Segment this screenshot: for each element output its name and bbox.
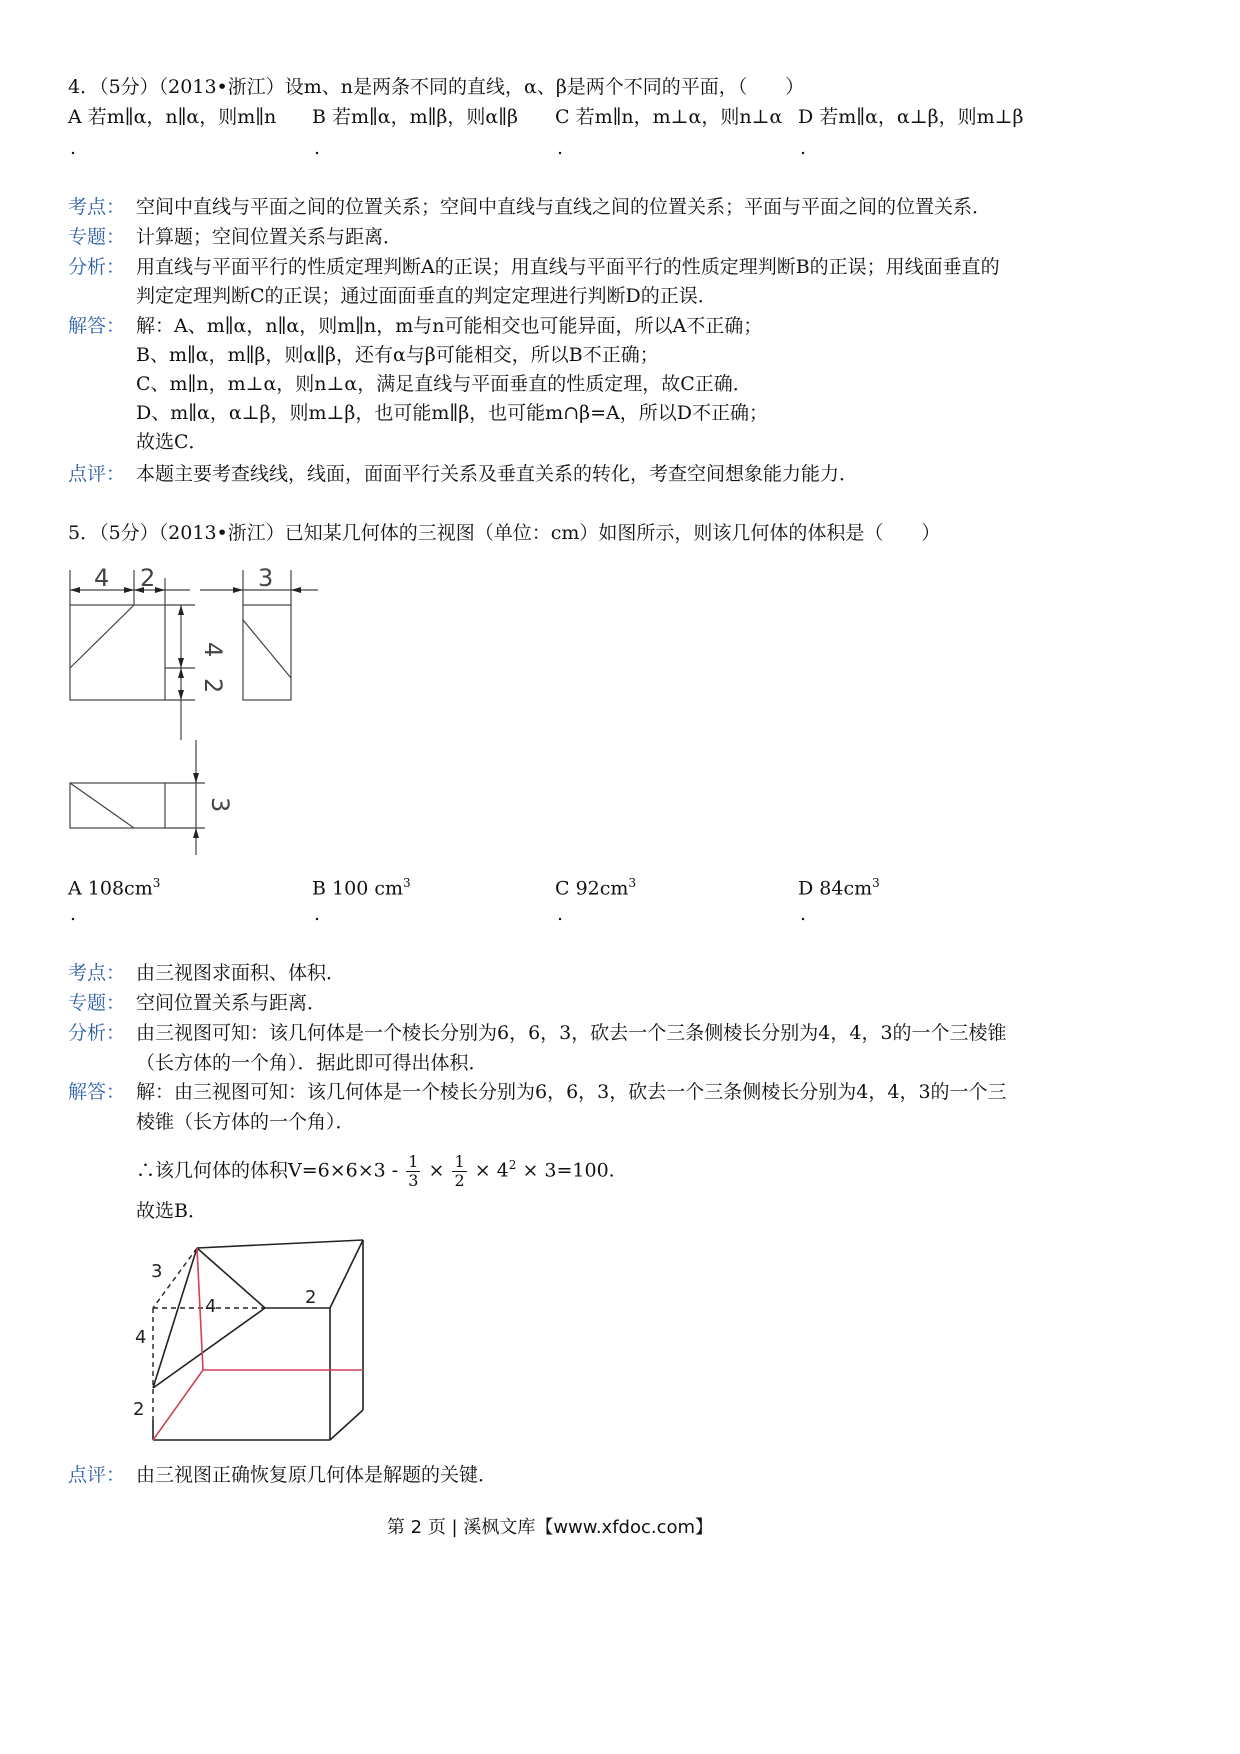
fraction-one-third: $\frac{1}{3}$	[408, 1151, 419, 1190]
q4-jieda-line: B、m∥α，m∥β，则α∥β，还有α与β可能相交，所以B不正确；	[136, 344, 659, 366]
q5-option-b: B 100 $cm^3$	[312, 876, 411, 900]
q4-option-dot: .	[70, 137, 77, 159]
q4-kaodian-label: 考点：	[68, 196, 126, 218]
top-view-diagonal	[70, 783, 134, 828]
q4-jieda-line: 解：A、m∥α，n∥α，则m∥n，m与n可能相交也可能异面，所以A不正确；	[136, 315, 763, 337]
q5-option-a: A $108cm^3$	[68, 876, 161, 900]
q4-option-dot: .	[800, 137, 807, 159]
q4-option-b: B 若m∥α，m∥β，则α∥β	[312, 106, 519, 128]
q5-fenxi-label: 分析：	[68, 1022, 126, 1044]
front-view-rect	[70, 605, 165, 700]
solid-label-2-top: 2	[305, 1287, 317, 1308]
solid-diagram	[125, 1230, 375, 1450]
q4-jieda-line: 故选C．	[136, 431, 208, 453]
q5-choose: 故选B．	[136, 1200, 207, 1222]
solid-label-4-top: 4	[205, 1296, 217, 1317]
top-view-rect	[70, 783, 165, 828]
q5-fenxi-line: （长方体的一个角）．据此即可得出体积．	[136, 1052, 488, 1074]
fraction-one-half: $\frac{1}{2}$	[454, 1151, 465, 1190]
q4-dianping: 本题主要考查线线，线面，面面平行关系及垂直关系的转化，考查空间想象能力能力．	[136, 463, 859, 485]
q5-option-dot: .	[314, 903, 321, 925]
q5-kaodian: 由三视图求面积、体积．	[136, 962, 346, 984]
dim-label-side-width-3: 3	[258, 564, 274, 592]
q5-zhuanti: 空间位置关系与距离．	[136, 992, 327, 1014]
q5-option-d: D $84cm^3$	[798, 876, 880, 900]
side-view-rect	[243, 605, 291, 700]
q5-volume-formula: ∴该几何体的体积V=6×6×3 - $\frac{1}{3}$ × $\frac{1}{2}$ × $4^2 \times 3=100$.	[136, 1151, 615, 1190]
q4-option-dot: .	[557, 137, 564, 159]
solid-label-3: 3	[151, 1261, 163, 1282]
q4-fenxi-label: 分析：	[68, 256, 126, 278]
dim-label-height-4: 4	[199, 642, 227, 658]
q5-jieda-label: 解答：	[68, 1081, 126, 1103]
q5-zhuanti-label: 专题：	[68, 992, 126, 1014]
q4-option-d: D 若m∥α，α⊥β，则m⊥β	[798, 106, 1024, 128]
q4-stem: 4．（5分）（2013•浙江）设m、n是两条不同的直线，α、β是两个不同的平面，（ ）	[68, 76, 805, 98]
q5-dianping-label: 点评：	[68, 1464, 126, 1486]
q5-stem: 5．（5分）（2013•浙江）已知某几何体的三视图（单位：cm）如图所示，则该几何体的体积是（ ）	[68, 522, 941, 544]
q4-zhuanti-label: 专题：	[68, 226, 126, 248]
q4-dianping-label: 点评：	[68, 463, 126, 485]
page-footer: 第 2 页 | 溪枫文库【www.xfdoc.com】	[386, 1517, 714, 1538]
q5-option-dot: .	[800, 903, 807, 925]
q4-jieda-line: C、m∥n，m⊥α，则n⊥α，满足直线与平面垂直的性质定理，故C正确．	[136, 373, 752, 395]
q5-dianping: 由三视图正确恢复原几何体是解题的关键．	[136, 1464, 498, 1486]
q4-fenxi-line: 判定定理判断C的正误；通过面面垂直的判定定理进行判断D的正误．	[136, 285, 717, 307]
side-view-diagonal	[243, 620, 291, 678]
q5-kaodian-label: 考点：	[68, 962, 126, 984]
three-view-diagram	[60, 560, 340, 860]
q4-kaodian: 空间中直线与平面之间的位置关系；空间中直线与直线之间的位置关系；平面与平面之间的位置关系．	[136, 196, 992, 218]
dim-label-front-width-2: 2	[140, 564, 156, 592]
dim-label-top-height-3: 3	[206, 797, 234, 813]
q4-option-a: A 若m∥α，n∥α，则m∥n	[68, 106, 277, 128]
q5-option-dot: .	[557, 903, 564, 925]
solid-label-4-left: 4	[135, 1327, 147, 1348]
q5-option-dot: .	[70, 903, 77, 925]
q4-fenxi-line: 用直线与平面平行的性质定理判断A的正误；用直线与平面平行的性质定理判断B的正误；用线面垂直的	[136, 256, 1000, 278]
q5-option-c: C $92cm^3$	[555, 876, 637, 900]
q5-fenxi-line: 由三视图可知：该几何体是一个棱长分别为6，6，3，砍去一个三条侧棱长分别为4，4，3的一个三棱锥	[136, 1022, 1007, 1044]
q4-option-dot: .	[314, 137, 321, 159]
q5-jieda-line: 解：由三视图可知：该几何体是一个棱长分别为6，6，3，砍去一个三条侧棱长分别为4，4，3的一个三	[136, 1081, 1007, 1103]
front-view-diagonal	[70, 605, 134, 668]
dim-label-height-2: 2	[199, 678, 227, 694]
q4-option-c: C 若m∥n，m⊥α，则n⊥α	[555, 106, 783, 128]
q4-jieda-label: 解答：	[68, 315, 126, 337]
q5-jieda-line: 棱锥（长方体的一个角）．	[136, 1111, 355, 1133]
q4-zhuanti: 计算题；空间位置关系与距离．	[136, 226, 403, 248]
dim-label-front-width-4: 4	[94, 564, 110, 592]
solid-label-2-left: 2	[133, 1399, 145, 1420]
q4-jieda-line: D、m∥α，α⊥β，则m⊥β，也可能m∥β，也可能m∩β=A，所以D不正确；	[136, 402, 768, 424]
